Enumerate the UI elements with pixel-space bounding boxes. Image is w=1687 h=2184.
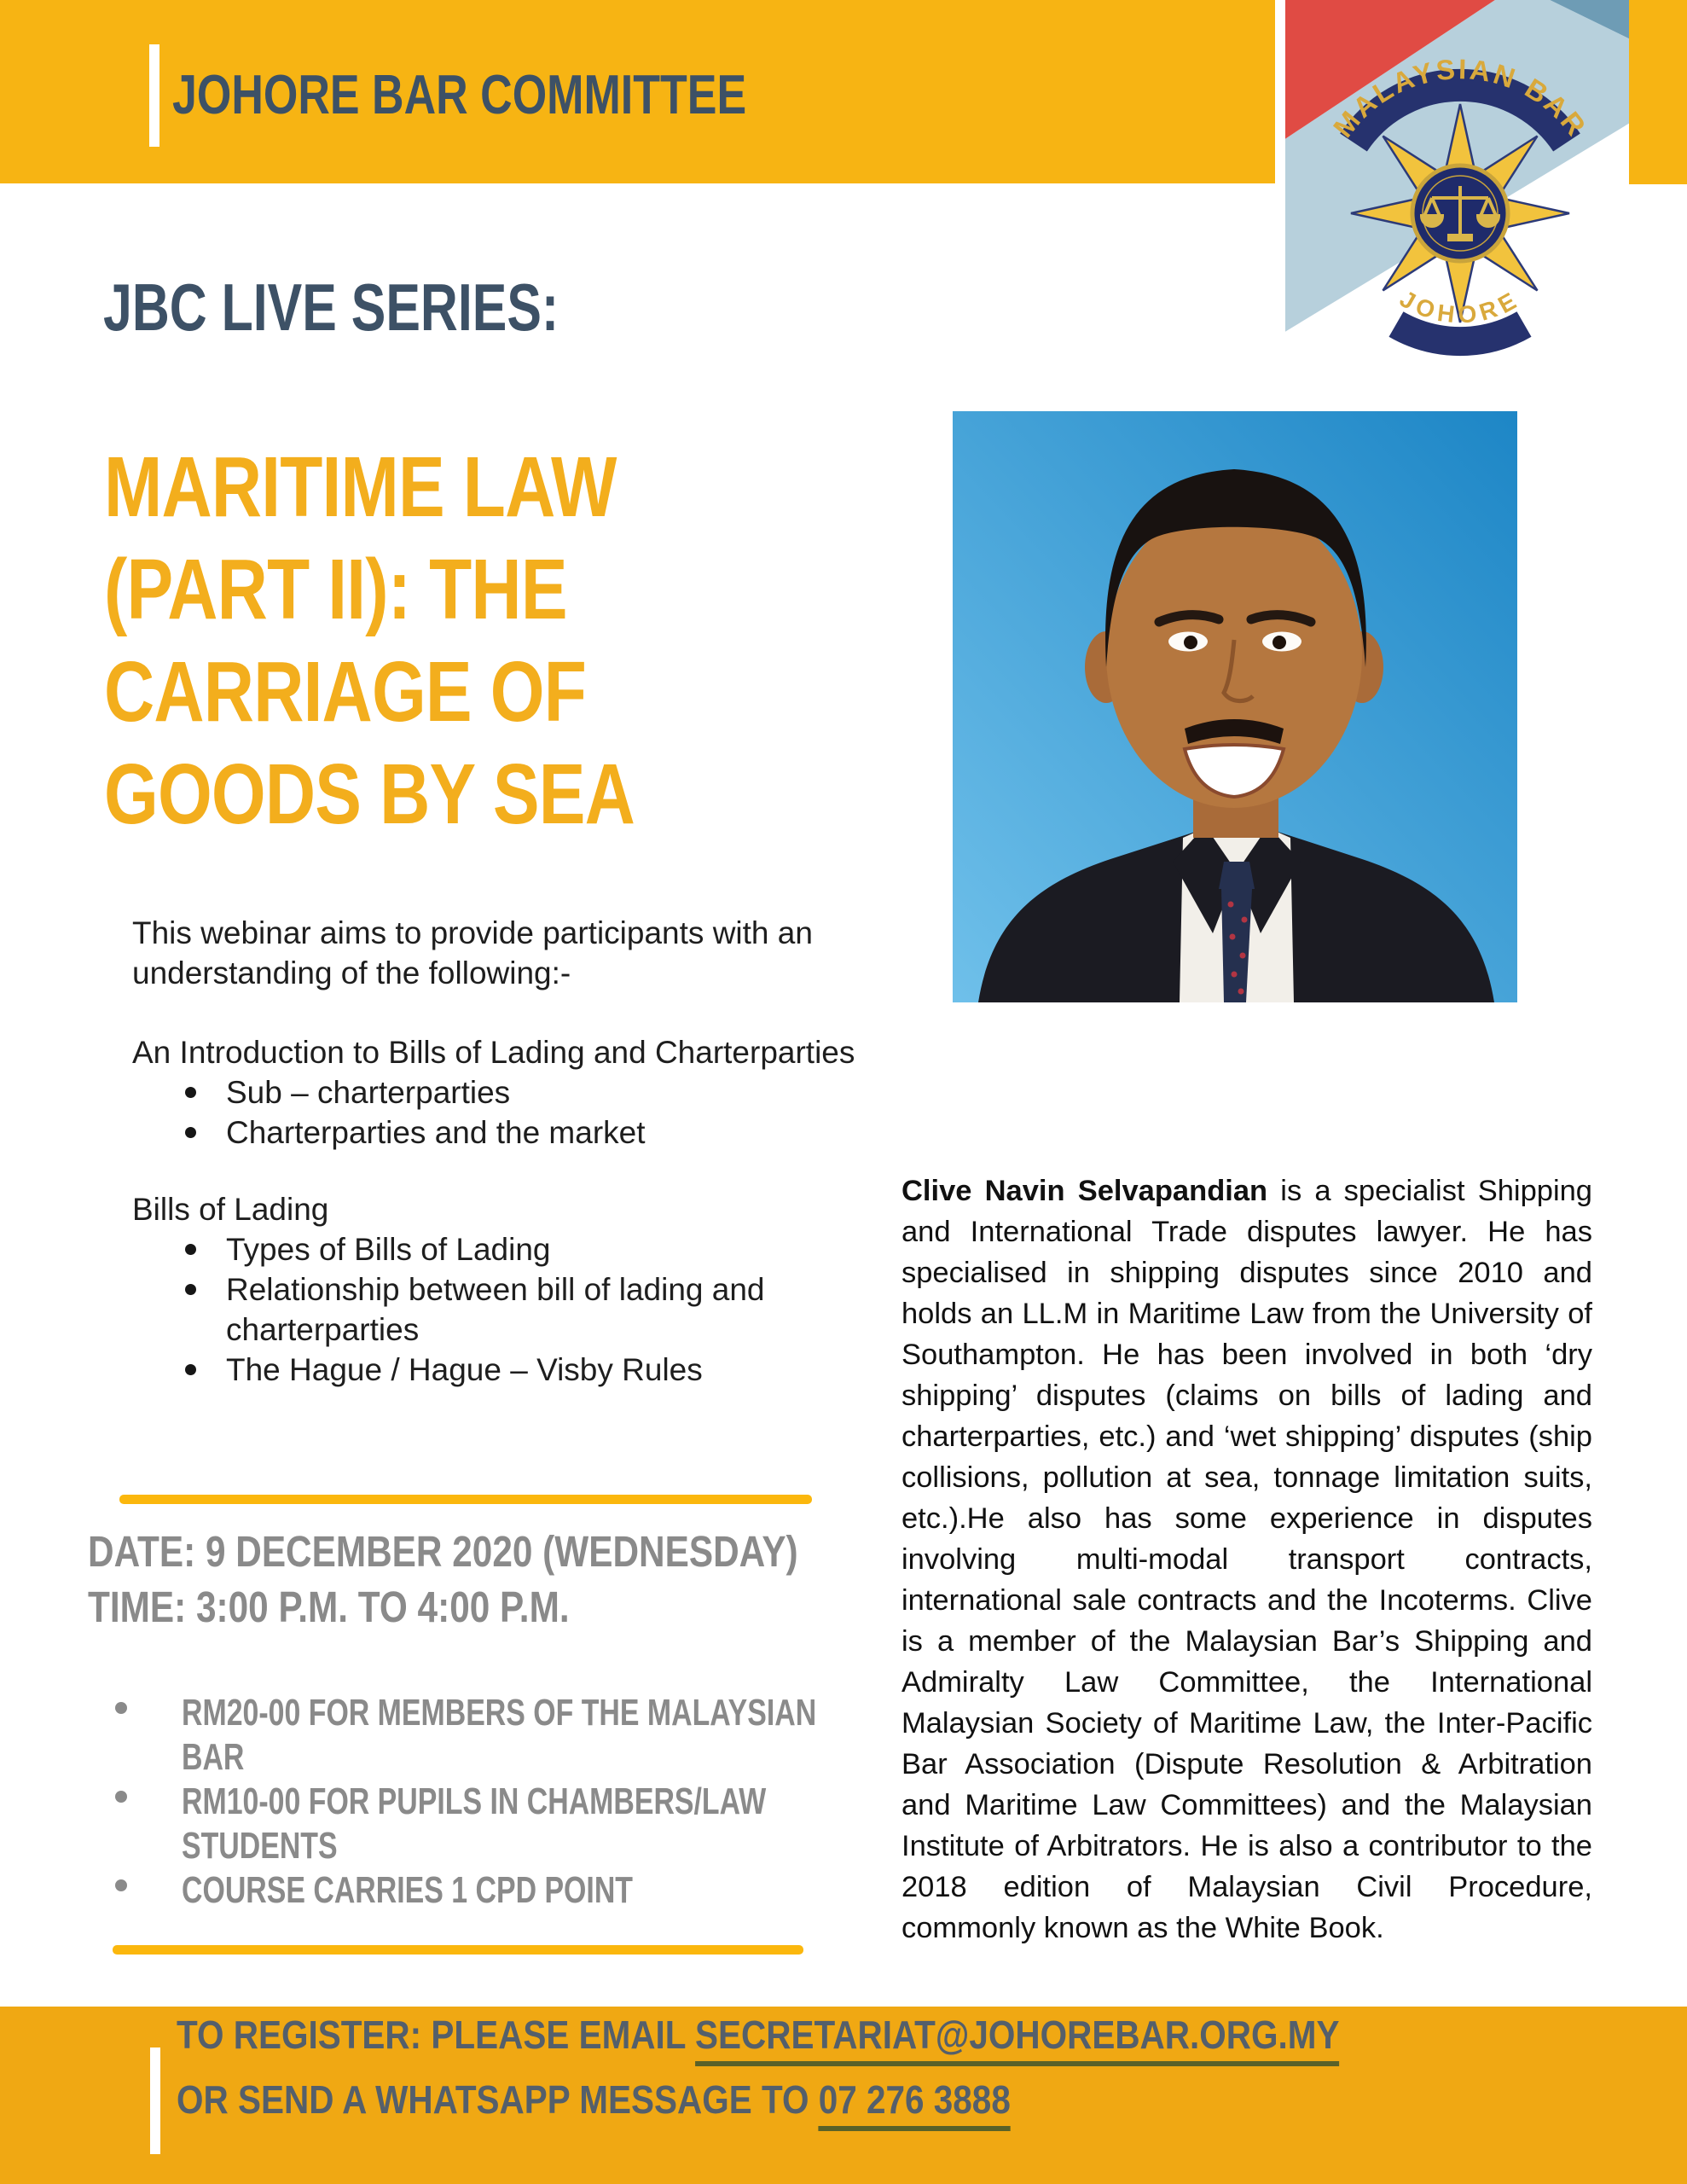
fee-item-members: RM20-00 FOR MEMBERS OF THE MALAYSIAN BAR (115, 1692, 1006, 1780)
title-line-4: GOODS BY SEA (104, 746, 635, 842)
series-label: JBC LIVE SERIES: (103, 270, 559, 345)
intro-paragraph: This webinar aims to provide participants with an understanding of the following:- (132, 915, 813, 990)
list-item: Sub – charterparties (132, 1072, 934, 1112)
speaker-bio (901, 1170, 1592, 1949)
yellow-divider-top (119, 1495, 812, 1504)
bullet-list-bills-of-lading (132, 1229, 934, 1390)
title-line-3: CARRIAGE OF (104, 644, 586, 740)
list-item: The Hague / Hague – Visby Rules (132, 1350, 934, 1390)
webinar-overview (132, 913, 934, 1390)
time-line: TIME: 3:00 P.M. TO 4:00 P.M. (88, 1583, 570, 1631)
fee-item-pupils: RM10-00 FOR PUPILS IN CHAMBERS/LAW STUDENTS (115, 1780, 1006, 1869)
phone-link[interactable]: 07 276 3888 (819, 2077, 1011, 2131)
list-item: Charterparties and the market (132, 1112, 934, 1153)
bullet-list-charterparties (132, 1072, 934, 1153)
fee-item-cpd: COURSE CARRIES 1 CPD POINT (115, 1869, 1006, 1914)
corner-yellow-strip (1625, 0, 1687, 184)
yellow-divider-bottom (113, 1945, 803, 1955)
section-heading-bills-intro: An Introduction to Bills of Lading and Charterparties (132, 1035, 855, 1070)
section-heading-bills-of-lading: Bills of Lading (132, 1192, 329, 1227)
schedule-block (88, 1526, 943, 1637)
emblem-arc-label: MALAYSIAN BAR (1326, 52, 1594, 143)
fees-list (115, 1692, 1006, 1914)
org-title-text: JOHORE BAR COMMITTEE (172, 63, 747, 125)
emblem-johore-label: JOHORE (1395, 285, 1525, 328)
speaker-bio-text: is a specialist Shipping and International Trade disputes lawyer. He has specialised in shipping disputes since 2010 and holds an LL.M in Maritime Law from the University of Southampton. He has been involved in both ‘dry shipping’ disputes (claims on bills of lading and charterparties, etc.) and ‘wet shipping’ disputes (ship collisions, pollution at sea, tonnage limitation suits, etc.).He also has some experience in disputes involving multi-modal transport contracts, international sale contracts and the Incoterms. Clive is a member of the Malaysian Bar’s Shipping and Admiralty Law Committee, the International Malaysian Society of Maritime Law, the Inter-Pacific Bar Association (Dispute Resolution & Arbitration and Maritime Law Committees) and the Malaysian Institute of Arbitrators. He is also a contributor to the 2018 edition of Malaysian Civil Procedure, commonly known as the White Book. (901, 1174, 1592, 1944)
title-line-1: MARITIME LAW (104, 439, 617, 535)
speaker-name: Clive Navin Selvapandian (901, 1174, 1268, 1207)
org-title (172, 62, 890, 126)
bullet-dot (115, 1791, 127, 1803)
footer-accent-bar (150, 2048, 160, 2154)
speaker-photo (953, 411, 1517, 1002)
malaysian-bar-logo-panel (1285, 0, 1629, 386)
list-item: Types of Bills of Lading (132, 1229, 934, 1269)
registration-info (177, 2012, 1498, 2141)
whatsapp-prefix: OR SEND A WHATSAPP MESSAGE TO (177, 2077, 819, 2122)
bullet-dot (115, 1702, 127, 1714)
date-line: DATE: 9 DECEMBER 2020 (WEDNESDAY) (88, 1527, 798, 1576)
event-title (104, 439, 751, 848)
malaysian-bar-johore-emblem (1285, 51, 1629, 375)
bullet-dot (115, 1879, 127, 1891)
register-prefix: TO REGISTER: PLEASE EMAIL (177, 2013, 696, 2057)
list-item: Relationship between bill of lading and charterparties (132, 1269, 934, 1350)
header-accent-bar (149, 44, 159, 147)
email-link[interactable]: SECRETARIAT@JOHOREBAR.ORG.MY (695, 2013, 1339, 2066)
title-line-2: (PART II): THE (104, 542, 567, 637)
